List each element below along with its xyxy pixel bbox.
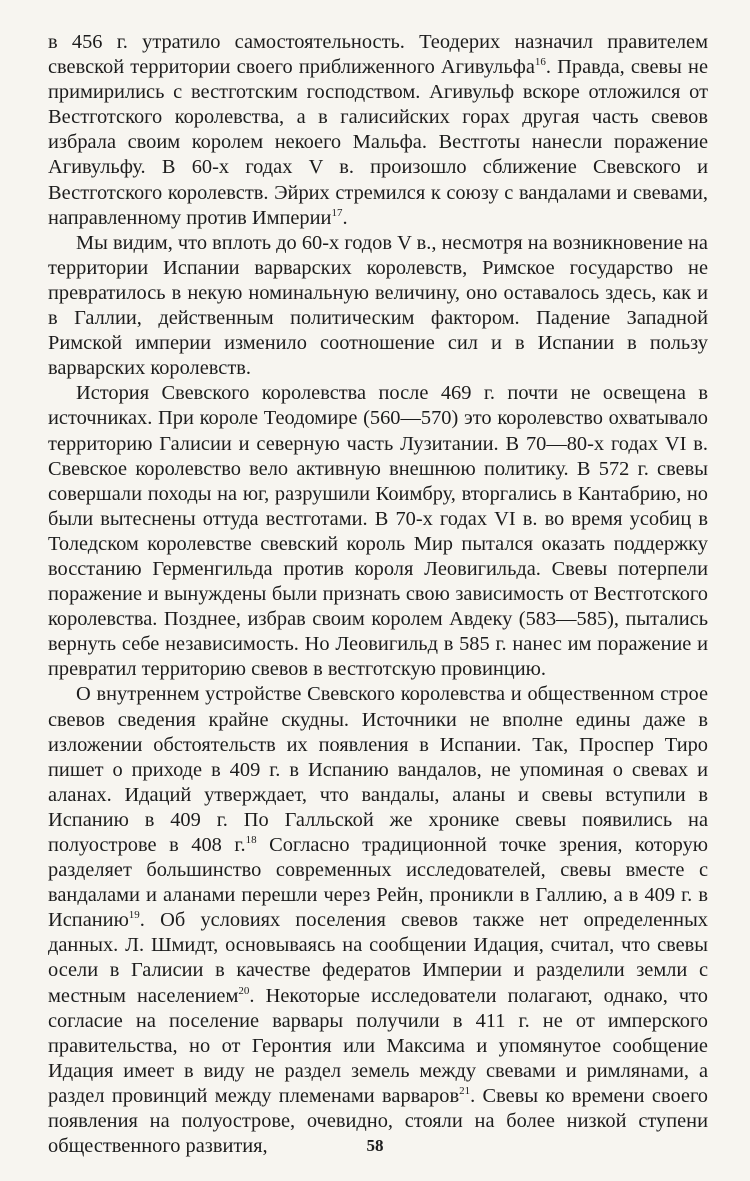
- page-number: 58: [366, 1136, 384, 1155]
- text-run: О внутреннем устройстве Свевского королевства и общественном строе свевов сведения крайне скудны. Источники не вполне едины даже в изложении обстоятельств их появления в Испании. Так, Проспер Тиро пишет о приходе в 409 г. в Испанию вандалов, не упоминая о свевах и аланах. Идаций утверждает, что вандалы, аланы и свевы вступили в Испанию в 409 г. По Галльской же хронике свевы появились на полуострове в 408 г.: [48, 683, 708, 856]
- paragraph: [48, 682, 708, 1159]
- text-run: .: [342, 206, 348, 229]
- paragraph: [48, 30, 708, 231]
- text-run: . Свевы ко времени своего появления на полуострове, очевидно, стояли на более низкой ступени общественного развития,: [48, 1084, 708, 1158]
- text-run: Согласно традиционной точке зрения, которую разделяет большинство современных исследователей, свевы вместе с вандалами и аланами перешли через Рейн, проникли в Галлию, а в 409 г. в Испанию: [48, 834, 709, 932]
- footnote-ref: 16: [534, 56, 546, 69]
- text-run: . Правда, свевы не примирились с вестготским господством. Агивульф вскоре отложился от Вестготского королевства, а в галисийских горах другая часть свевов избрала своим королем некоего Мальфа. Вестготы нанесли поражение Агивульфу. В 60-х годах V в. произошло сближение Свевского и Вестготского королевств. Эйрих стремился к союзу с вандалами и свевами, направленному против Империи: [48, 56, 708, 229]
- footnote-ref: 20: [238, 984, 250, 997]
- text-run: . Об условиях поселения свевов также нет определенных данных. Л. Шмидт, основываясь на сообщении Идация, считал, что свевы осели в Галисии в качестве федератов Империи и разделили земли с местным населением: [48, 909, 708, 1007]
- footnote-ref: 18: [245, 834, 257, 846]
- paragraph: [48, 231, 708, 382]
- footnote-ref: 21: [459, 1084, 471, 1097]
- text-run: Мы видим, что вплоть до 60-х годов V в., несмотря на возникновение на территории Испании варварских королевств, Римское государство не превратилось в некую номинальную величину, оно оставалось здесь, как и в Галлии, действенным политическим фактором. Падение Западной Римской империи изменило соотношение сил и в Испании в пользу варварских королевств.: [48, 231, 708, 380]
- text-run: История Свевского королевства после 469 г. почти не освещена в источниках. При короле Теодомире (560—570) это королевство охватывало территорию Галисии и северную часть Лузитании. В 70—80-х годах VI в. Свевское королевство вело активную внешнюю политику. В 572 г. свевы совершали походы на юг, разрушили Коимбру, вторгались в Кантабрию, но были вытеснены оттуда вестготами. В 70-х годах VI в. во время усобиц в Толедском королевстве свевский король Мир пытался оказать поддержку восстанию Герменгильда против короля Леовигильда. Свевы потерпели поражение и вынуждены были признать свою зависимость от Вестготского королевства. Позднее, избрав своим королем Авдеку (583—585), пытались вернуть себе независимость. Но Леовигильд в 585 г. нанес им поражение и превратил территорию свевов в вестготскую провинцию.: [48, 382, 708, 681]
- text-run: в 456 г. утратило самостоятельность. Теодерих назначил правителем свевской территории своего приближенного Агивульфа: [48, 31, 708, 79]
- text-run: . Некоторые исследователи полагают, однако, что согласие на поселение варвары получили в 411 г. не от имперского правительства, но от Геронтия или Максима и упомянутое сообщение Идация имеет в виду не раздел земель между свевами и римлянами, а раздел провинций между племенами варваров: [48, 984, 708, 1107]
- paragraph: [48, 381, 708, 682]
- footnote-ref: 19: [128, 909, 140, 922]
- footnote-ref: 17: [331, 206, 343, 219]
